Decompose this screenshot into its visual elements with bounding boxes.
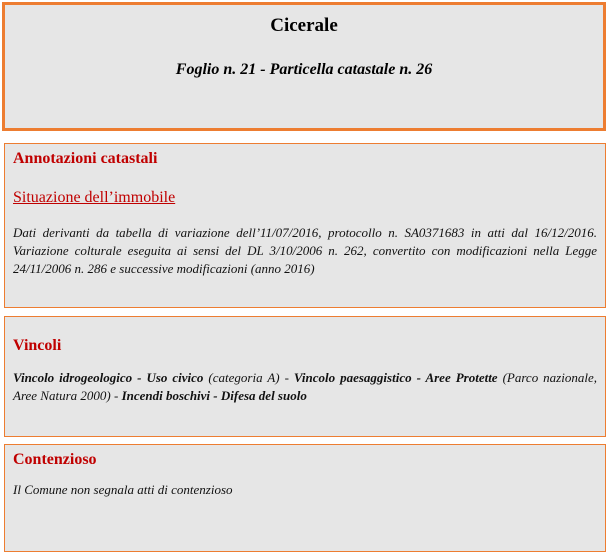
annotazioni-panel [4, 143, 606, 308]
vincolo-note: (categoria A) - [203, 370, 294, 385]
vincolo-separator: - [411, 370, 426, 385]
vincoli-text [13, 369, 597, 405]
situazione-subheading: Situazione dell’immobile [13, 189, 176, 206]
vincolo-item: Uso civico [146, 370, 204, 385]
vincolo-item: Aree Protette [425, 370, 498, 385]
header-panel [2, 2, 606, 131]
vincolo-separator: - [132, 370, 147, 385]
page-subtitle: Foglio n. 21 - Particella catastale n. 26 [175, 61, 433, 78]
vincoli-heading: Vincoli [13, 337, 62, 354]
vincolo-item: Vincolo idrogeologico [13, 370, 133, 385]
vincolo-note: (Parco nazionale, Aree Natura 2000) - [13, 370, 597, 403]
vincolo-item: Difesa del suolo [220, 388, 307, 403]
vincolo-item: Vincolo paesaggistico [293, 370, 412, 385]
vincolo-item: Incendi boschivi [121, 388, 211, 403]
contenzioso-heading: Contenzioso [13, 451, 97, 468]
annotazioni-text: Dati derivanti da tabella di variazione dell’11/07/2016, protocollo n. SA0371683 in atti dal 16/12/2016. Variazione colturale eseguita ai sensi del DL 3/10/2006 n. 262, convertito con modificazioni nella Legge 24/11/2006 n. 286 e successive modificazioni (anno 2016) [13, 225, 597, 276]
contenzioso-panel [4, 444, 606, 552]
annotazioni-heading: Annotazioni catastali [13, 150, 158, 167]
contenzioso-text: Il Comune non segnala atti di contenzioso [13, 482, 233, 497]
vincoli-panel [4, 316, 606, 437]
vincolo-separator: - [210, 388, 221, 403]
page-title: Cicerale [270, 15, 338, 36]
